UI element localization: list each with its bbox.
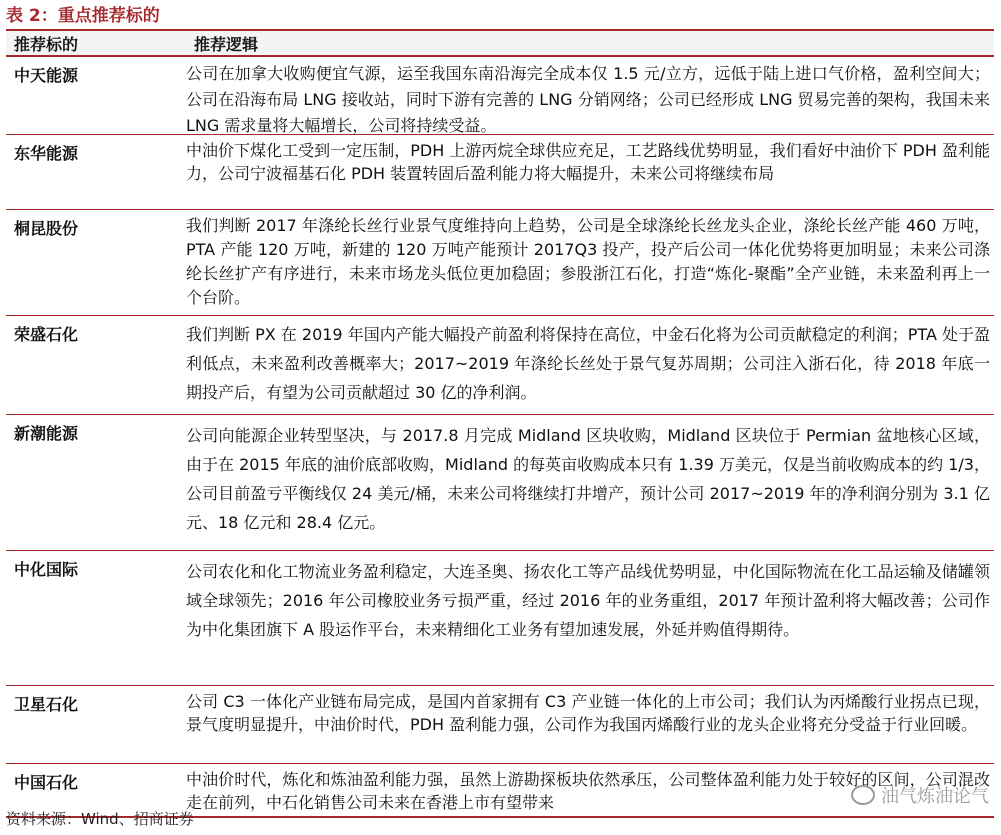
header-logic: 推荐逻辑	[194, 34, 259, 54]
watermark-text: 油气炼油论气	[881, 786, 989, 807]
stock-logic: 中油价下煤化工受到一定压制，PDH 上游丙烷全球供应充足，工艺路线优势明显，我们看好中油价下 PDH 盈利能力，公司宁波福基石化 PDH 装置转固后盈利能力将大幅提升，未来公司将继续布局	[186, 141, 990, 183]
stock-name: 荣盛石化	[14, 325, 79, 344]
stock-name: 桐昆股份	[14, 219, 79, 238]
table-row	[6, 135, 994, 210]
stock-name: 中国石化	[14, 773, 79, 792]
stock-logic: 中油价时代，炼化和炼油盈利能力强，虽然上游勘探板块依然承压，公司整体盈利能力处于较好的区间，公司混改走在前列，中石化销售公司未来在香港上市有望带来	[186, 770, 990, 812]
header-stock: 推荐标的	[14, 34, 79, 54]
table-row	[6, 415, 994, 551]
table-caption: 表 2：重点推荐标的	[6, 6, 160, 26]
stock-logic: 公司向能源企业转型坚决，与 2017.8 月完成 Midland 区块收购，Midland 区块位于 Permian 盆地核心区域，由于在 2015 年底的油价底部收购，Midland 的每英亩收购成本只有 1.39 万美元，仅是当前收购成本的约 1/3，公司目前盈亏平衡线仅 24 美元/桶，未来公司将继续打井增产，预计公司 2017~2019 年的净利润分别为 3.1 亿元、18 亿元和 28.4 亿元。	[186, 426, 990, 532]
stock-logic: 公司 C3 一体化产业链布局完成，是国内首家拥有 C3 产业链一体化的上市公司；我们认为丙烯酸行业拐点已现，景气度明显提升，中油价时代，PDH 盈利能力强，公司作为我国丙烯酸行业的龙头企业将充分受益于行业回暖。	[186, 692, 990, 734]
stock-logic: 公司农化和化工物流业务盈利稳定，大连圣奥、扬农化工等产品线优势明显，中化国际物流在化工品运输及储罐领域全球领先；2016 年公司橡胶业务亏损严重，经过 2016 年的业务重组，2017 年预计盈利将大幅改善；公司作为中化集团旗下 A 股运作平台，未来精细化工业务有望加速发展，外延并购值得期待。	[186, 562, 990, 639]
stock-name: 中天能源	[14, 66, 79, 85]
table-row	[6, 316, 994, 415]
stock-logic: 我们判断 PX 在 2019 年国内产能大幅投产前盈利将保持在高位，中金石化将为公司贡献稳定的利润；PTA 处于盈利低点，未来盈利改善概率大；2017~2019 年涤纶长丝处于景气复苏周期；公司注入浙石化，待 2018 年底一期投产后，有望为公司贡献超过 30 亿的净利润。	[186, 325, 990, 402]
table-row	[6, 551, 994, 686]
stock-name: 新潮能源	[14, 424, 79, 443]
table-row	[6, 210, 994, 316]
stock-name: 东华能源	[14, 144, 79, 163]
source-note: 资料来源：Wind、招商证券	[6, 810, 194, 828]
table-header	[6, 29, 994, 57]
wechat-icon	[851, 785, 875, 805]
stock-logic: 公司在加拿大收购便宜气源，运至我国东南沿海完全成本仅 1.5 元/立方，远低于陆上进口气价格，盈利空间大；公司在沿海布局 LNG 接收站，同时下游有完善的 LNG 分销网络；公司已经形成 LNG 贸易完善的架构，我国未来 LNG 需求量将大幅增长，公司将持续受益。	[186, 64, 990, 135]
stock-name: 中化国际	[14, 560, 79, 579]
table-row	[6, 57, 994, 135]
recommendation-table	[6, 29, 994, 818]
table-row	[6, 686, 994, 764]
stock-logic: 我们判断 2017 年涤纶长丝行业景气度维持向上趋势，公司是全球涤纶长丝龙头企业，涤纶长丝产能 460 万吨，PTA 产能 120 万吨，新建的 120 万吨产能预计 2017Q3 投产，投产后公司一体化优势将更加明显；未来公司涤纶长丝扩产有序进行，未来市场龙头低位更加稳固；参股浙江石化，打造“炼化-聚酯”全产业链，未来盈利再上一个台阶。	[186, 216, 990, 307]
watermark	[851, 782, 989, 808]
stock-name: 卫星石化	[14, 695, 79, 714]
